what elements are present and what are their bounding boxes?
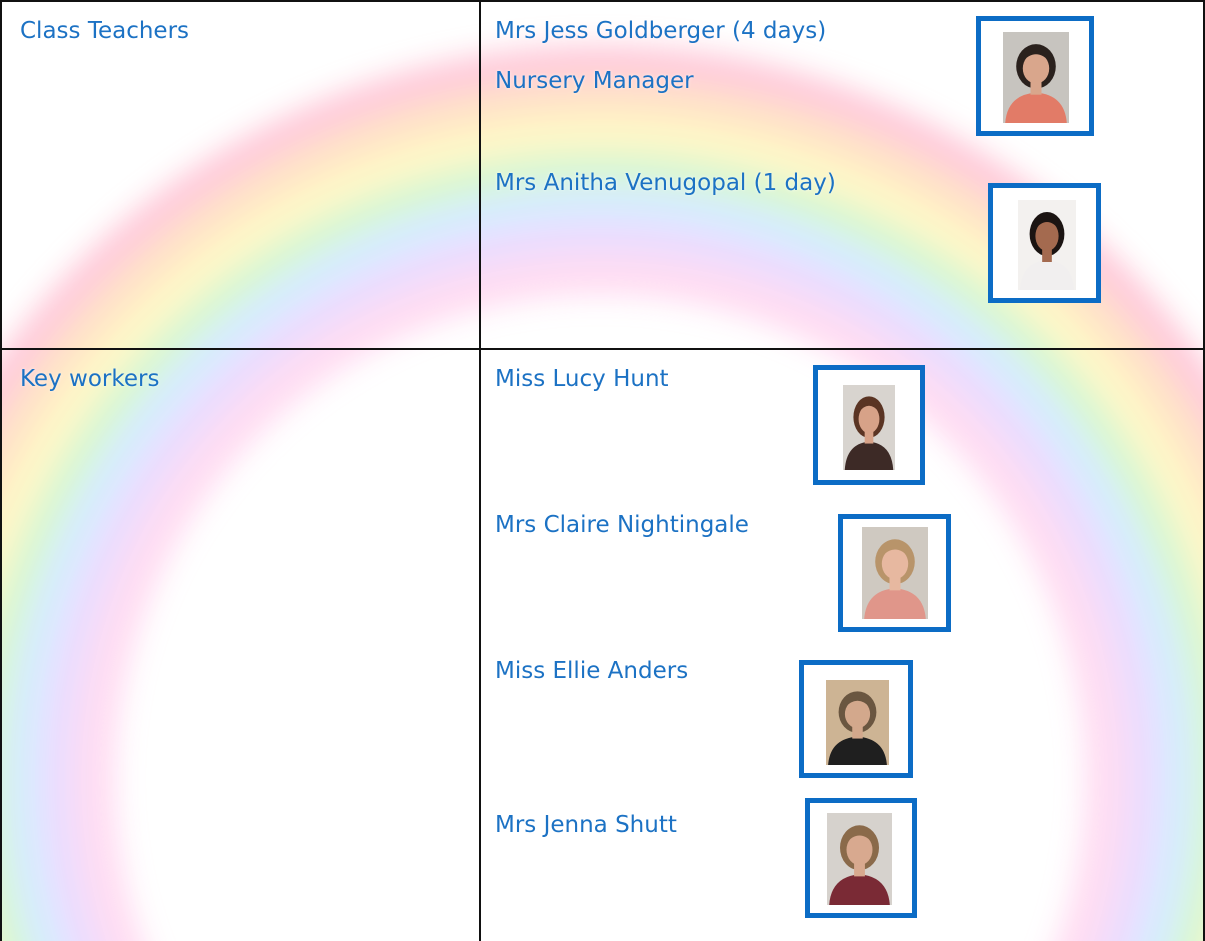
key-worker-name-nightingale: Mrs Claire Nightingale [495, 512, 749, 538]
portrait-photo-anders [826, 680, 889, 765]
portrait-photo-goldberger [1003, 32, 1069, 123]
key-worker-name-hunt: Miss Lucy Hunt [495, 366, 669, 392]
key-worker-name-shutt: Mrs Jenna Shutt [495, 812, 677, 838]
teacher-name-goldberger: Mrs Jess Goldberger (4 days) [495, 18, 827, 44]
row-divider [0, 348, 1205, 350]
column-divider [479, 0, 481, 941]
key-worker-name-anders: Miss Ellie Anders [495, 658, 689, 684]
portrait-photo-venugopal [1018, 200, 1076, 290]
key-workers-heading: Key workers [20, 366, 160, 392]
teacher-name-venugopal: Mrs Anitha Venugopal (1 day) [495, 170, 836, 196]
teacher-role-nursery-manager: Nursery Manager [495, 68, 694, 94]
portrait-photo-shutt [827, 813, 892, 905]
class-teachers-heading: Class Teachers [20, 18, 190, 44]
portrait-photo-hunt [843, 385, 895, 470]
portrait-photo-nightingale [862, 527, 928, 619]
